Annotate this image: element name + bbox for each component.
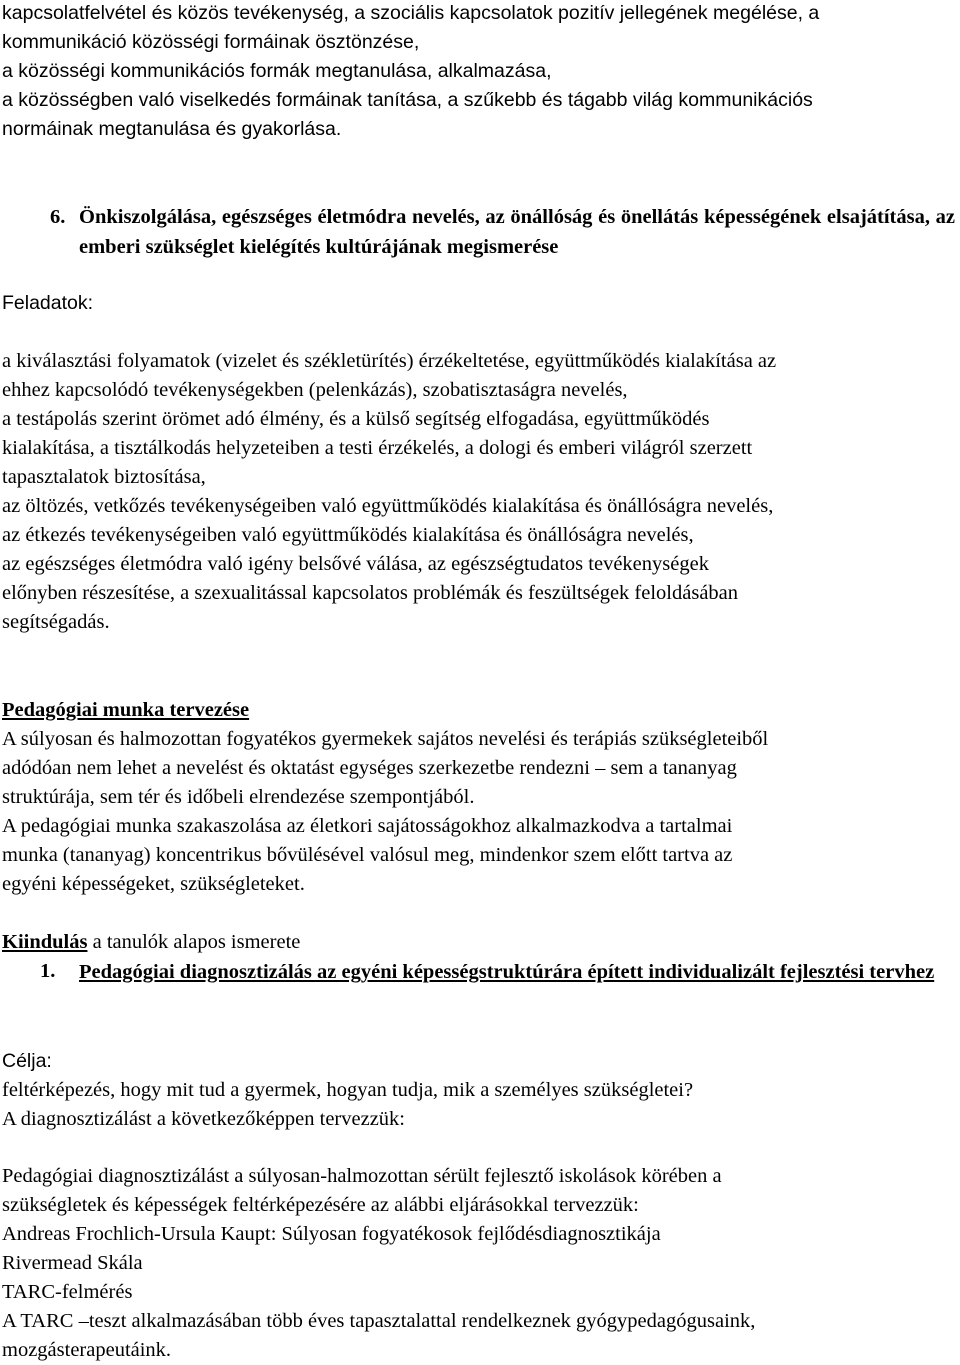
goal-line-2: A diagnosztizálást a következőképpen tervezzük: [2,1108,406,1130]
task-line-2: ehhez kapcsolódó tevékenységekben (pelenkázás), szobatisztaságra nevelés, [2,379,628,401]
planning-line-3: struktúrája, sem tér és időbeli elrendezése szempontjából. [2,786,475,808]
intro-line-5: normáinak megtanulása és gyakorlása. [2,118,342,140]
task-line-3: a testápolás szerint örömet adó élmény, és a külső segítség elfogadása, együttműködés [2,408,710,430]
start-line [2,928,300,957]
intro-line-3: a közösségi kommunikációs formák megtanulása, alkalmazása, [2,60,552,82]
task-line-9: előnyben részesítése, a szexualitással kapcsolatos problémák és feszültségek feloldásában [2,582,739,604]
planning-line-2: adódóan nem lehet a nevelést és oktatást egységes szerkezetbe rendezni – sem a tananyag [2,757,737,779]
task-line-5: tapasztalatok biztosítása, [2,466,206,488]
task-line-10: segítségadás. [2,611,110,633]
goal-line-1: feltérképezés, hogy mit tud a gyermek, hogyan tudja, mik a személyes szükségletei? [2,1079,694,1101]
list-item-number: 1. [40,960,56,982]
closing-line-7: mozgásterapeutáink. [2,1339,172,1361]
planning-line-6: egyéni képességeket, szükségleteket. [2,873,305,895]
task-line-1: a kiválasztási folyamatok (vizelet és székletürítés) érzékeltetése, együttműködés kialakítása az [2,350,777,372]
start-bold-word: Kiindulás [2,931,88,953]
section-6-heading [50,203,955,262]
closing-line-1: Pedagógiai diagnosztizálást a súlyosan-halmozottan sérült fejlesztő iskolások körében a [2,1165,722,1187]
closing-line-5: TARC-felmérés [2,1281,133,1303]
closing-line-4: Rivermead Skála [2,1252,143,1274]
start-rest: a tanulók alapos ismerete [87,931,301,953]
section-6-number: 6. [50,206,66,228]
intro-line-4: a közösségben való viselkedés formáinak tanítása, a szűkebb és tágabb világ kommunikációs [2,89,813,111]
closing-line-2: szükségletek és képességek feltérképezésére az alábbi eljárásokkal tervezzük: [2,1194,639,1216]
goal-label: Célja: [2,1050,52,1072]
closing-line-3: Andreas Frochlich-Ursula Kaupt: Súlyosan fogyatékosok fejlődésdiagnosztikája [2,1223,661,1245]
list-item-text [79,955,959,989]
task-line-7: az étkezés tevékenységeiben való együttműködés kialakítása és önállóságra nevelés, [2,524,694,546]
intro-line-1: kapcsolatfelvétel és közös tevékenység, a szociális kapcsolatok pozitív jellegének megélése, a [2,2,820,24]
task-line-4: kialakítása, a tisztálkodás helyzeteiben a testi érzékelés, a dologi és emberi világról szerzett [2,437,753,459]
section-6-title: Önkiszolgálása, egészséges életmódra nevelés, az önállóság és önellátás képességének elsajátítása, az emberi szükséglet kielégítés kultúrájának megismerése [79,206,955,258]
tasks-label: Feladatok: [2,292,94,314]
planning-line-5: munka (tananyag) koncentrikus bővülésével valósul meg, mindenkor szem előtt tartva az [2,844,733,866]
intro-line-2: kommunikáció közösségi formáinak ösztönzése, [2,31,420,53]
task-line-8: az egészséges életmódra való igény belsővé válása, az egészségtudatos tevékenységek [2,553,709,575]
closing-line-6: A TARC –teszt alkalmazásában több éves tapasztalattal rendelkeznek gyógypedagógusaink, [2,1310,756,1332]
task-line-6: az öltözés, vetkőzés tevékenységeiben való együttműködés kialakítása és önállóságra nevelés, [2,495,774,517]
list-item-text-content: Pedagógiai diagnosztizálás az egyéni képességstruktúrára épített individualizált fejlesztési tervhez [79,961,935,983]
planning-line-4: A pedagógiai munka szakaszolása az életkori sajátosságokhoz alkalmazkodva a tartalmai [2,815,733,837]
planning-heading: Pedagógiai munka tervezése [2,699,250,721]
planning-line-1: A súlyosan és halmozottan fogyatékos gyermekek sajátos nevelési és terápiás szükségleteiből [2,728,769,750]
